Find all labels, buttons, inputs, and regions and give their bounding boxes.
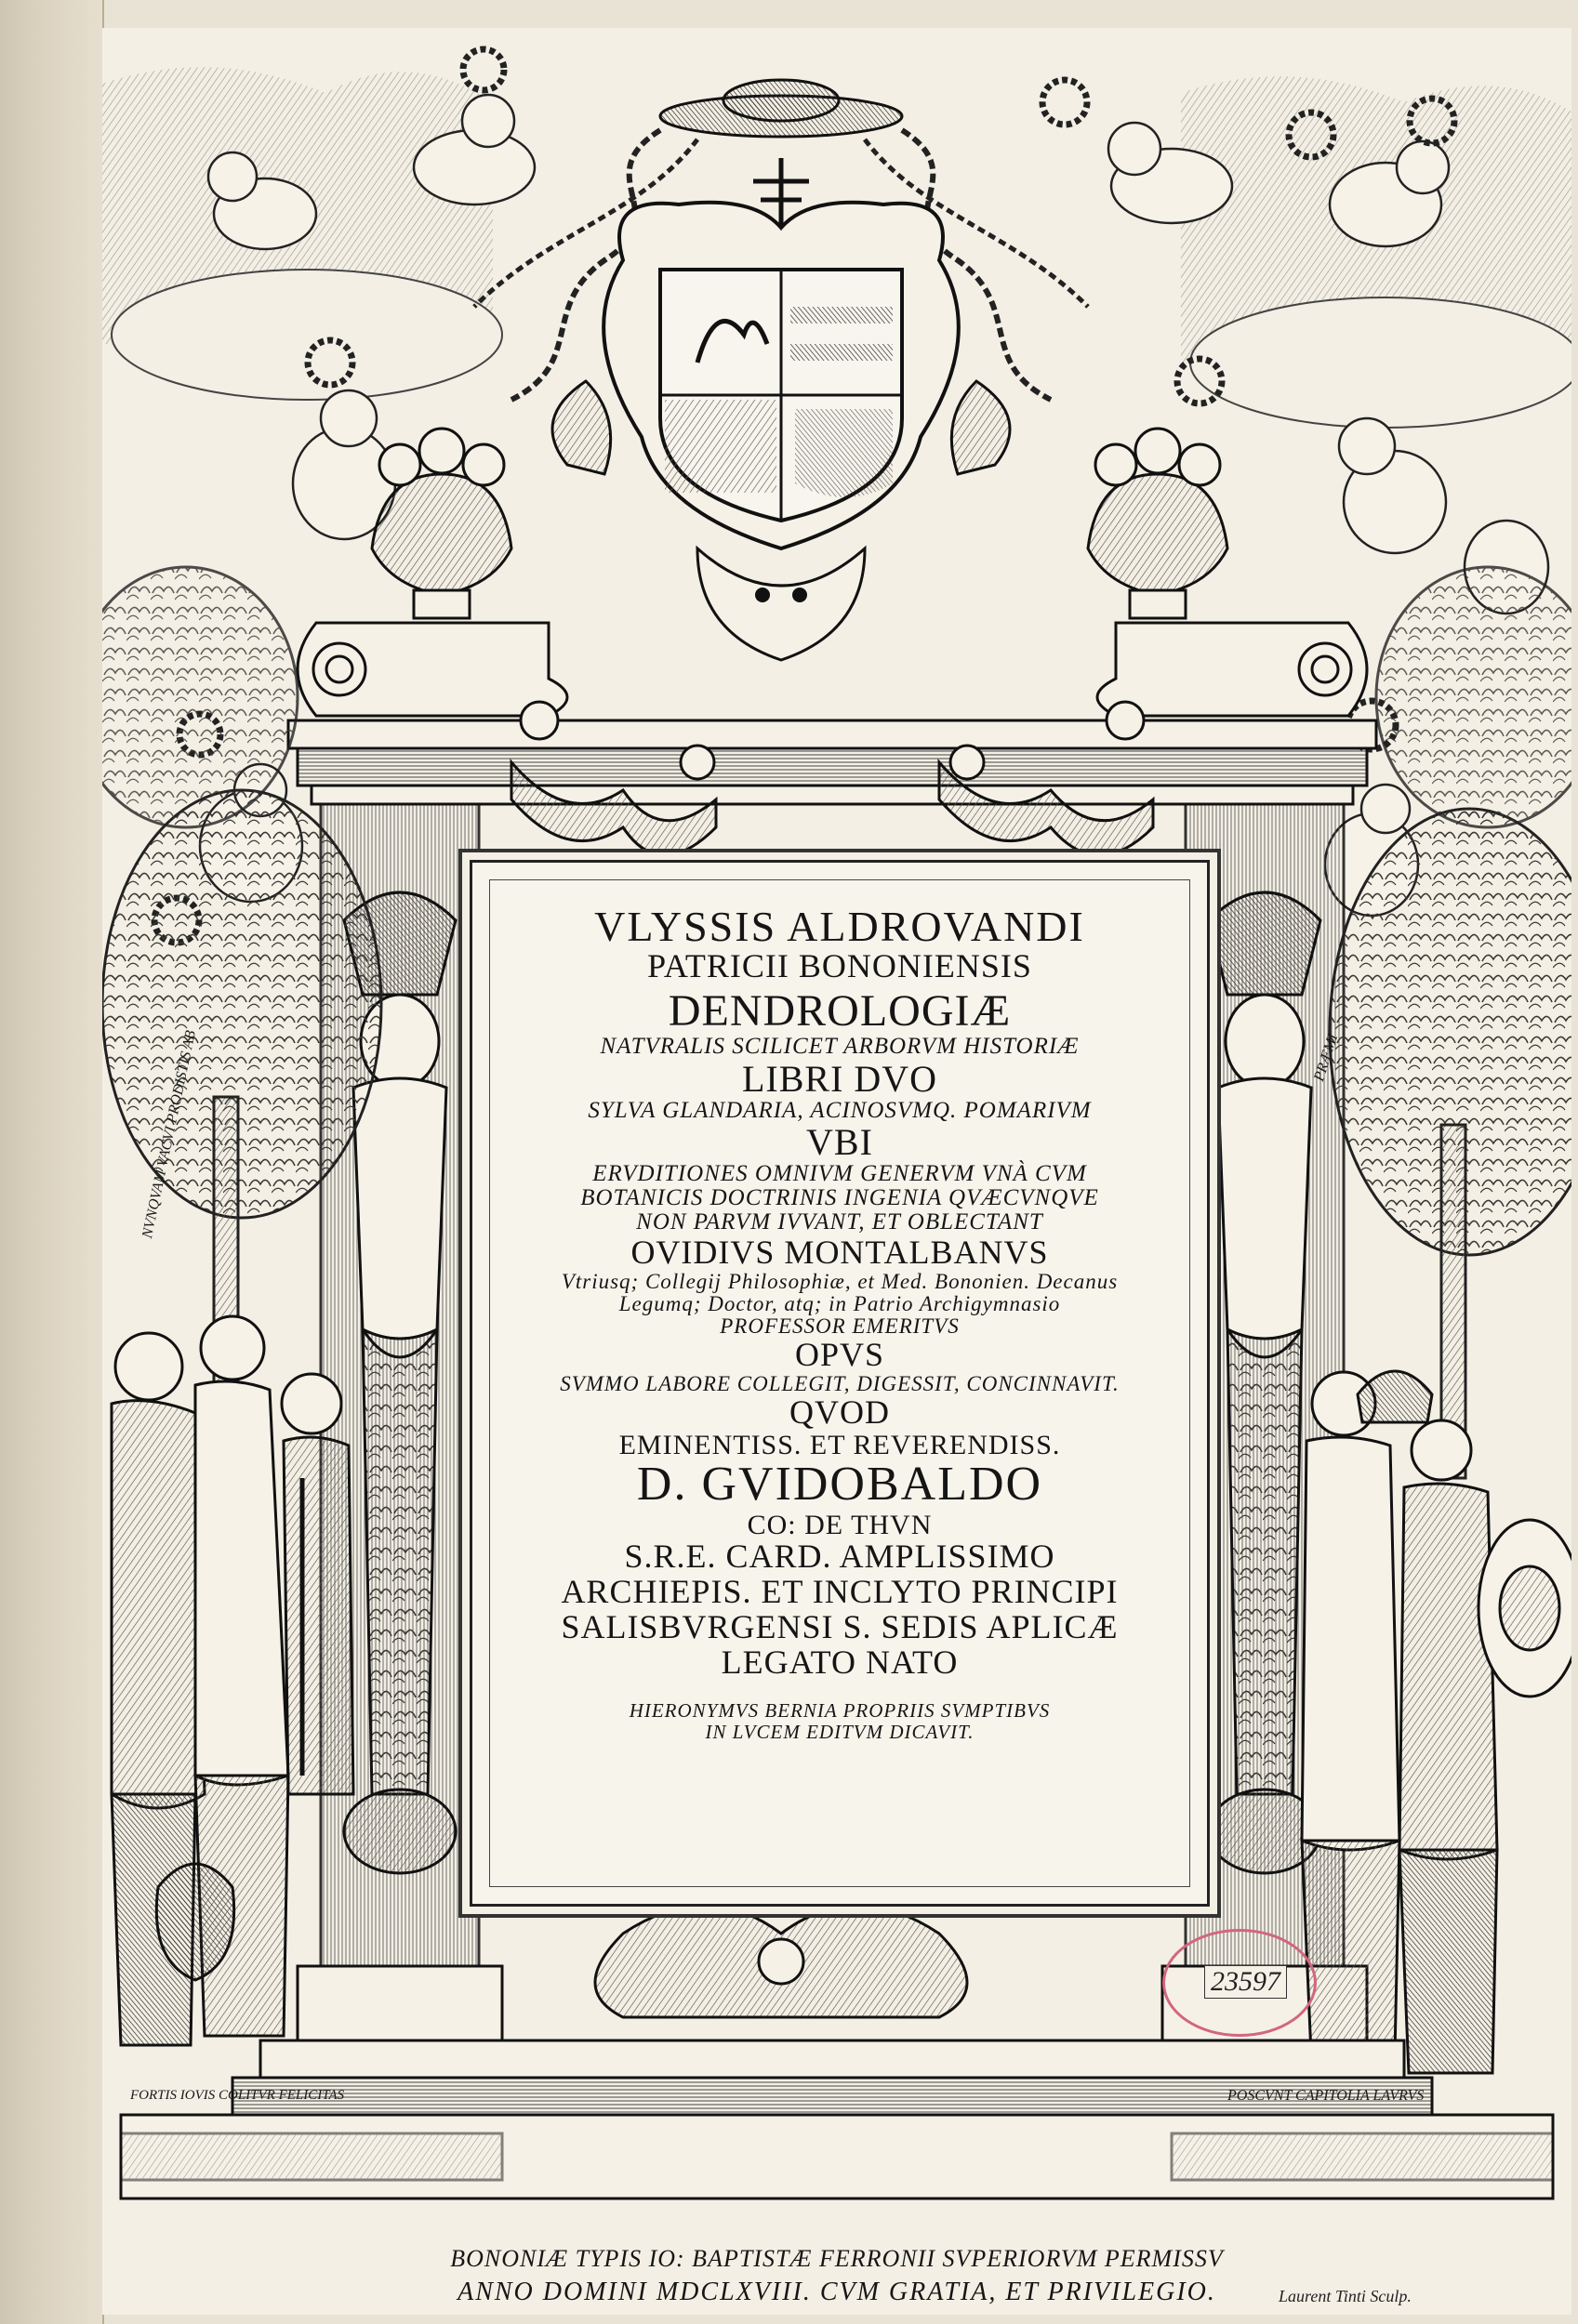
dedication-line-1: EMINENTISS. ET REVERENDISS. xyxy=(618,1429,1061,1460)
dedication-line-3: S.R.E. CARD. AMPLISSIMO xyxy=(624,1538,1055,1576)
compilation-note: SVMMO LABORE COLLEGIT, DIGESSIT, CONCINNAVIT. xyxy=(560,1371,1120,1395)
subtitle: NATVRALIS SCILICET ARBORVM HISTORIÆ xyxy=(600,1034,1080,1060)
engraved-title-page xyxy=(102,28,1571,2315)
title-line-quod: QVOD xyxy=(789,1393,890,1431)
library-stamp xyxy=(1162,1929,1317,2037)
dedication-line-2: CO: DE THVN xyxy=(747,1509,933,1540)
dedicatee-name: D. GVIDOBALDO xyxy=(636,1458,1043,1512)
left-plinth-inscription: FORTIS IOVIS COLITVR FELICITAS xyxy=(130,2088,345,2103)
dedication-line-5: SALISBVRGENSI S. SEDIS APLICÆ xyxy=(561,1607,1119,1645)
author-origin: PATRICII BONONIENSIS xyxy=(647,947,1032,985)
editor-credentials-1: Vtriusq; Collegij Philosophiæ, et Med. Bononien. Decanus xyxy=(561,1269,1119,1293)
coat-of-arms xyxy=(552,203,1010,660)
title-tablet xyxy=(470,860,1210,1907)
title-line-opus: OPVS xyxy=(794,1335,885,1373)
volume-count: LIBRI DVO xyxy=(741,1057,938,1100)
publisher-line-2: IN LVCEM EDITVM DICAVIT. xyxy=(705,1720,975,1743)
description-line-3: NON PARVM IVVANT, ET OBLECTANT xyxy=(636,1209,1043,1235)
engraver-signature: Laurent Tinti Sculp. xyxy=(1279,2287,1412,2305)
editor-credentials-3: PROFESSOR EMERITVS xyxy=(720,1314,960,1338)
allegorical-figures-left xyxy=(112,1316,353,2045)
page-gutter xyxy=(0,0,104,2324)
cornice xyxy=(288,720,1376,804)
scroll-plinths xyxy=(298,623,1367,716)
allegorical-figures-right xyxy=(1302,1371,1571,2073)
publisher-line-1: HIERONYMVS BERNIA PROPRIIS SVMPTIBVS xyxy=(629,1699,1051,1723)
title-line-ubi: VBI xyxy=(806,1120,873,1163)
volume-names: SYLVA GLANDARIA, ACINOSVMQ. POMARIVM xyxy=(588,1097,1092,1123)
dedication-line-4: ARCHIEPIS. ET INCLYTO PRINCIPI xyxy=(561,1573,1119,1611)
right-tree-inscription: PRÆMI xyxy=(1311,1032,1342,1084)
shelf-number: 23597 xyxy=(1204,1965,1287,1999)
editor-name: OVIDIVS MONTALBANVS xyxy=(630,1233,1049,1271)
left-tree-inscription: NVNQVAM VACVI PRODISTIS AB xyxy=(139,1029,200,1240)
book-title: DENDROLOGIÆ xyxy=(668,986,1012,1037)
description-line-1: ERVDITIONES OMNIVM GENERVM VNÀ CVM xyxy=(592,1160,1087,1186)
dedication-line-6: LEGATO NATO xyxy=(721,1643,959,1681)
title-text-block xyxy=(489,879,1190,1887)
editor-credentials-2: Legumq; Doctor, atq; in Patrio Archigymnasio xyxy=(618,1291,1061,1315)
imprint-line-1: BONONIÆ TYPIS IO: BAPTISTÆ FERRONII SVPERIORVM PERMISSV xyxy=(450,2245,1224,2272)
author-name: VLYSSIS ALDROVANDI xyxy=(594,903,1085,950)
description-line-2: BOTANICIS DOCTRINIS INGENIA QVÆCVNQVE xyxy=(580,1185,1099,1211)
imprint-line-2: ANNO DOMINI MDCLXVIII. CVM GRATIA, ET PRIVILEGIO. xyxy=(457,2278,1216,2306)
right-plinth-inscription: POSCVNT CAPITOLIA LAVRVS xyxy=(1227,2088,1425,2104)
